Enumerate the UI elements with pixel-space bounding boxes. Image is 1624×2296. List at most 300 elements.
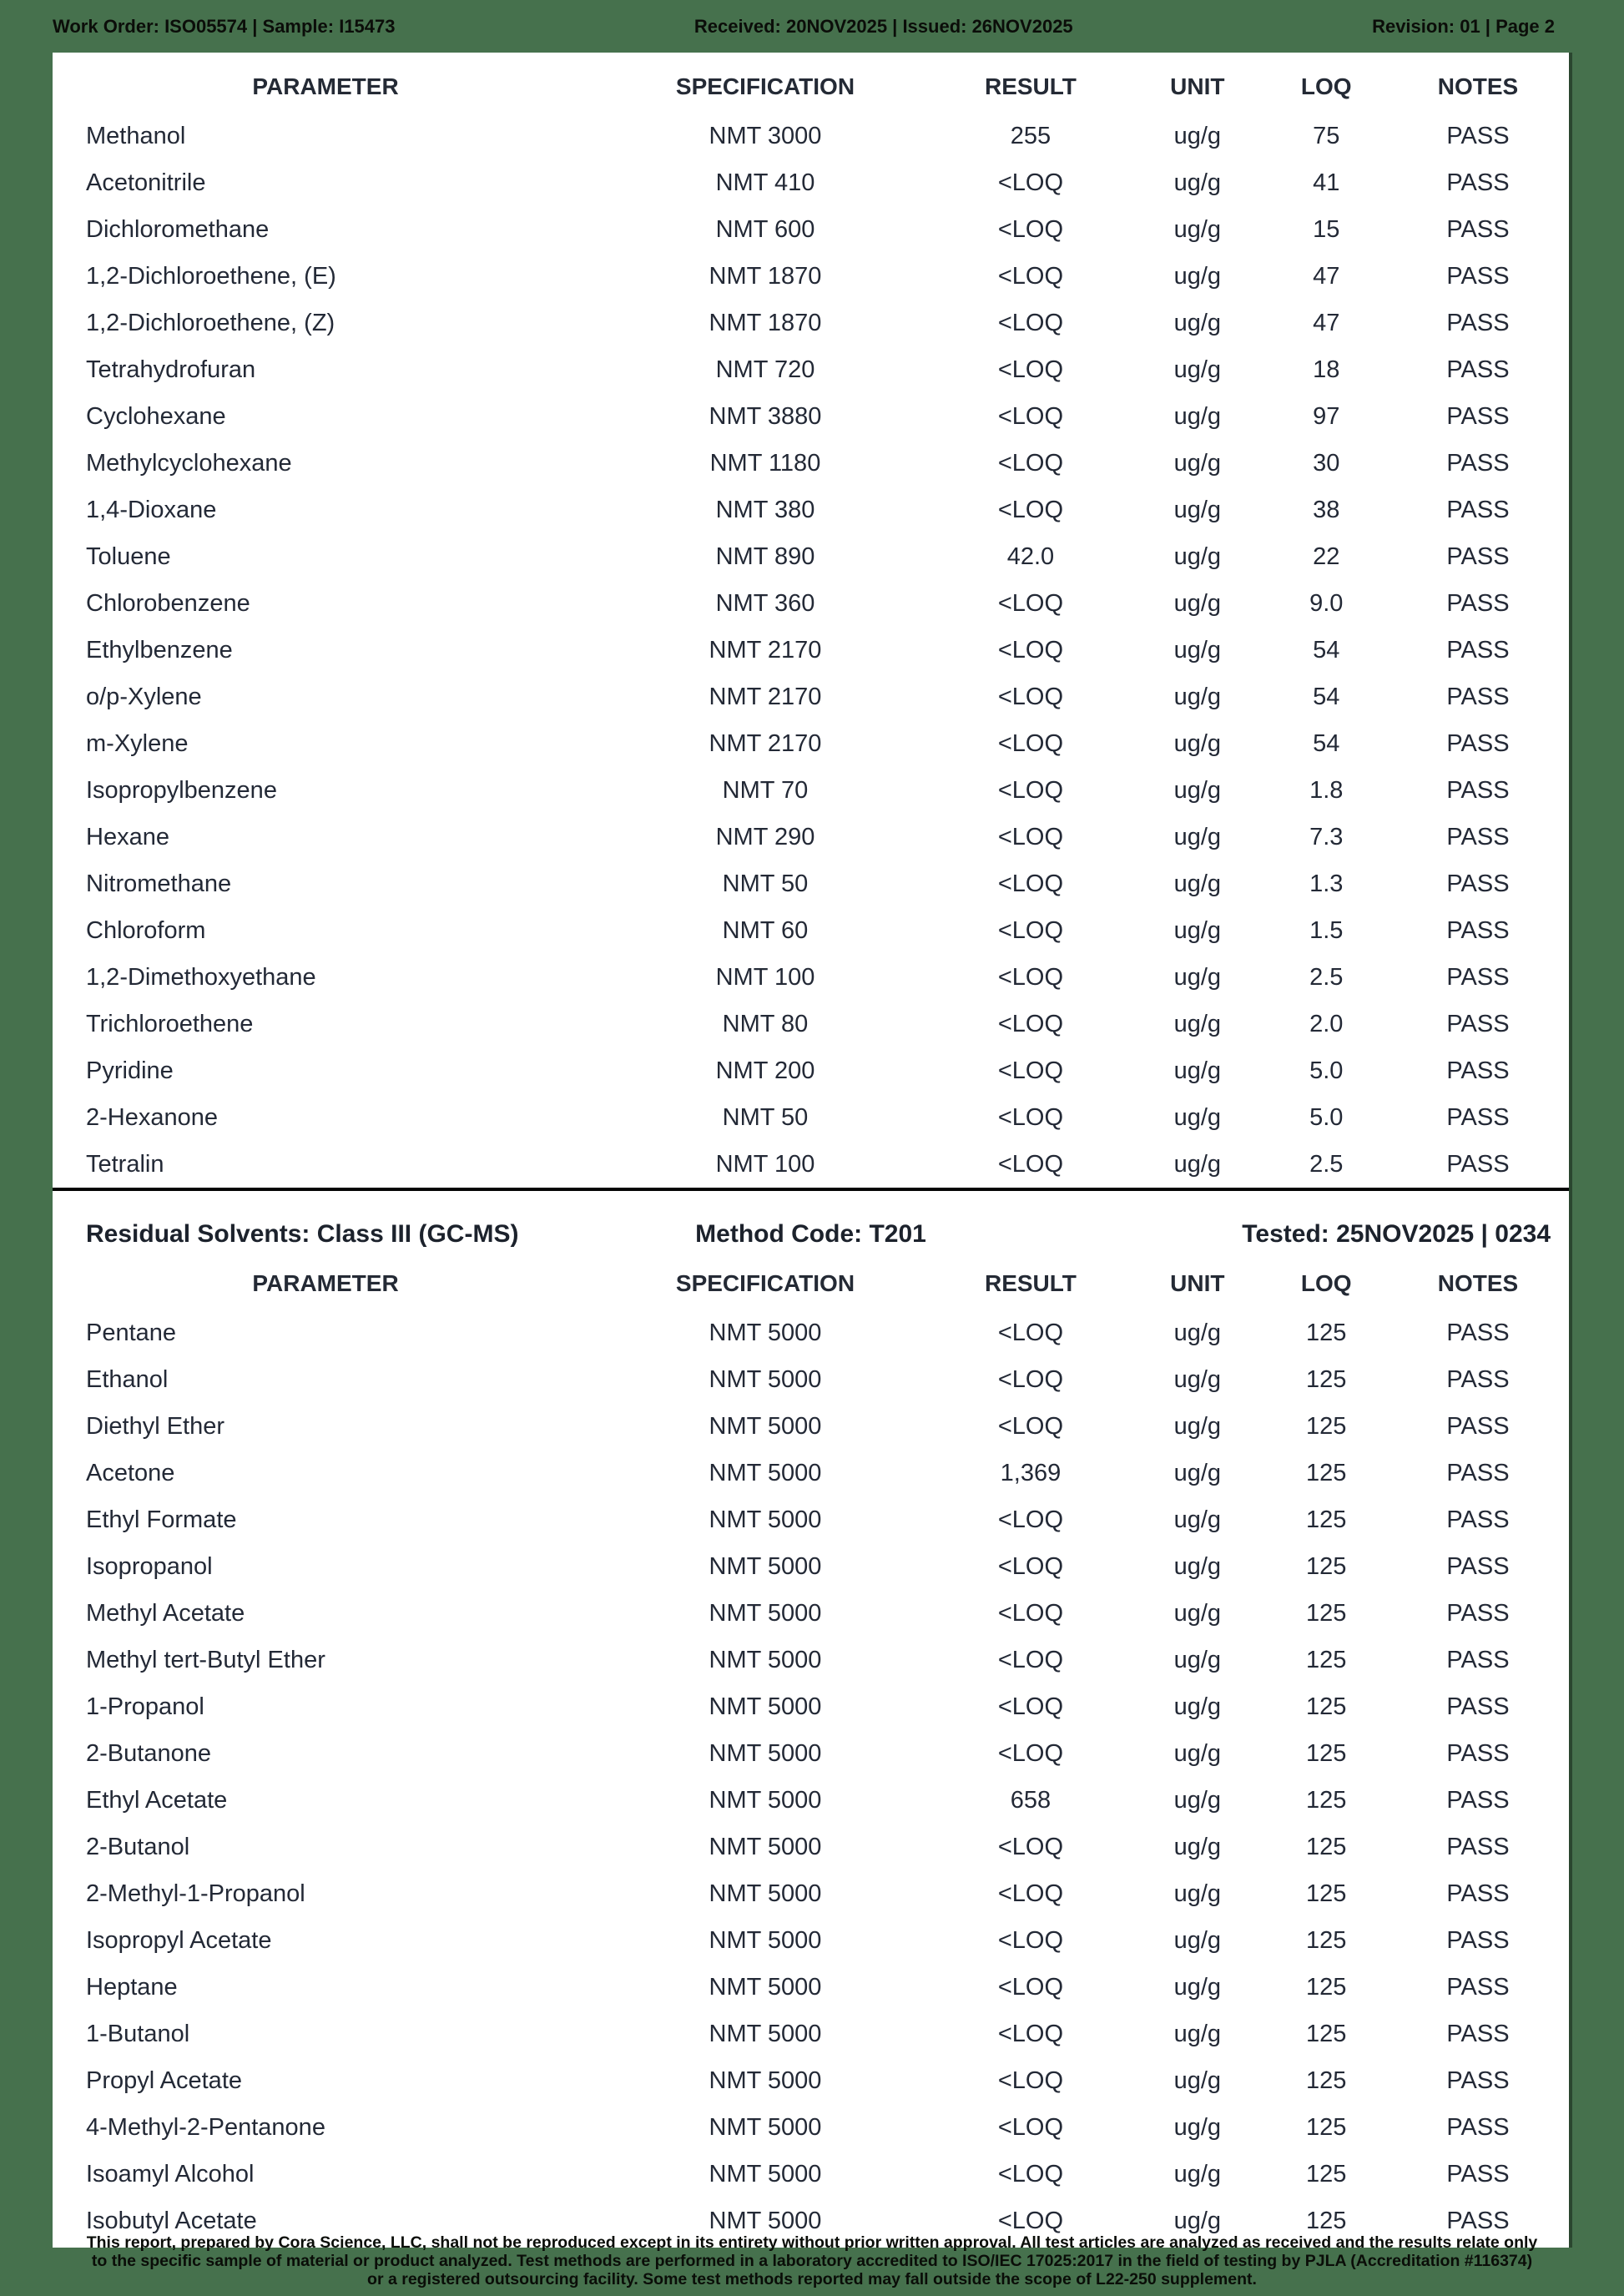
- column-header-loq: LOQ: [1300, 1270, 1352, 1296]
- cell-notes: PASS: [1446, 2160, 1510, 2188]
- column-header-unit: UNIT: [1170, 73, 1225, 99]
- cell-unit: ug/g: [1173, 1833, 1222, 1860]
- cell-specification: NMT 360: [715, 589, 815, 617]
- cell-unit: ug/g: [1173, 1599, 1222, 1627]
- table-row: [53, 907, 1569, 954]
- cell-parameter: Propyl Acetate: [86, 2066, 242, 2094]
- column-header-notes: NOTES: [1437, 1270, 1519, 1296]
- cell-unit: ug/g: [1173, 1412, 1222, 1440]
- table-row: [53, 533, 1569, 580]
- table-row: [53, 1637, 1569, 1683]
- cell-result: <LOQ: [997, 1319, 1064, 1346]
- table-row: [53, 113, 1569, 159]
- cell-specification: NMT 5000: [709, 2066, 822, 2094]
- table-row: [53, 1496, 1569, 1543]
- cell-result: <LOQ: [997, 1057, 1064, 1084]
- cell-unit: ug/g: [1173, 1459, 1222, 1486]
- cell-specification: NMT 5000: [709, 1739, 822, 1767]
- cell-notes: PASS: [1446, 1739, 1510, 1767]
- cell-loq: 2.0: [1309, 1010, 1344, 1037]
- cell-result: <LOQ: [997, 1599, 1064, 1627]
- cell-loq: 75: [1313, 122, 1340, 149]
- cell-notes: PASS: [1446, 1599, 1510, 1627]
- cell-loq: 9.0: [1309, 589, 1344, 617]
- cell-parameter: 2-Butanone: [86, 1739, 211, 1767]
- cell-parameter: 1,2-Dichloroethene, (E): [86, 262, 336, 290]
- cell-loq: 125: [1306, 1552, 1347, 1580]
- cell-specification: NMT 5000: [709, 2020, 822, 2047]
- cell-specification: NMT 60: [722, 916, 809, 944]
- cell-loq: 18: [1313, 356, 1340, 383]
- cell-result: <LOQ: [997, 823, 1064, 850]
- cell-notes: PASS: [1446, 1833, 1510, 1860]
- cell-unit: ug/g: [1173, 1693, 1222, 1720]
- table-1-header-row: [53, 61, 1569, 113]
- cell-result: <LOQ: [997, 1926, 1064, 1954]
- cell-result: <LOQ: [997, 963, 1064, 991]
- cell-parameter: Isopropylbenzene: [86, 776, 277, 804]
- cell-unit: ug/g: [1173, 2113, 1222, 2141]
- cell-specification: NMT 890: [715, 542, 815, 570]
- table-row: [53, 767, 1569, 814]
- residual-solvents-table-1: [53, 53, 1569, 1188]
- cell-result: <LOQ: [997, 916, 1064, 944]
- cell-specification: NMT 5000: [709, 1319, 822, 1346]
- cell-specification: NMT 5000: [709, 1646, 822, 1673]
- cell-notes: PASS: [1446, 870, 1510, 897]
- cell-notes: PASS: [1446, 729, 1510, 757]
- cell-specification: NMT 80: [722, 1010, 809, 1037]
- cell-parameter: 4-Methyl-2-Pentanone: [86, 2113, 325, 2141]
- tested-date: Tested: 25NOV2025 | 0234: [1242, 1220, 1551, 1248]
- table-row: [53, 206, 1569, 253]
- cell-loq: 7.3: [1309, 823, 1344, 850]
- cell-specification: NMT 5000: [709, 2113, 822, 2141]
- method-code: Method Code: T201: [695, 1220, 926, 1248]
- cell-loq: 125: [1306, 1880, 1347, 1907]
- cell-loq: 41: [1313, 169, 1340, 196]
- column-header-notes: NOTES: [1437, 73, 1519, 99]
- cell-notes: PASS: [1446, 1057, 1510, 1084]
- cell-unit: ug/g: [1173, 636, 1222, 664]
- cell-notes: PASS: [1446, 496, 1510, 523]
- cell-notes: PASS: [1446, 402, 1510, 430]
- cell-specification: NMT 5000: [709, 1552, 822, 1580]
- cell-result: <LOQ: [997, 449, 1064, 477]
- column-header-specification: SPECIFICATION: [675, 73, 855, 99]
- cell-parameter: Ethylbenzene: [86, 636, 233, 664]
- cell-unit: ug/g: [1173, 122, 1222, 149]
- column-header-specification: SPECIFICATION: [675, 1270, 855, 1296]
- cell-notes: PASS: [1446, 589, 1510, 617]
- footer-line-1: This report, prepared by Cora Science, LLC, shall not be reproduced except in its entirety without prior written approval. All test articles are analyzed as received and the results relate only: [86, 2233, 1538, 2252]
- cell-loq: 125: [1306, 1412, 1347, 1440]
- cell-result: <LOQ: [997, 1552, 1064, 1580]
- table-row: [53, 440, 1569, 487]
- table-row: [53, 1683, 1569, 1730]
- work-order-sample: Work Order: ISO05574 | Sample: I15473: [53, 15, 396, 37]
- cell-parameter: Ethanol: [86, 1365, 169, 1393]
- table-2-rows: [53, 1309, 1569, 2244]
- table-row: [53, 1870, 1569, 1917]
- cell-notes: PASS: [1446, 2066, 1510, 2094]
- cell-result: <LOQ: [997, 496, 1064, 523]
- cell-notes: PASS: [1446, 2207, 1510, 2234]
- cell-specification: NMT 410: [715, 169, 815, 196]
- cell-specification: NMT 380: [715, 496, 815, 523]
- table-row: [53, 1543, 1569, 1590]
- table-row: [53, 1403, 1569, 1450]
- cell-specification: NMT 5000: [709, 1693, 822, 1720]
- cell-unit: ug/g: [1173, 215, 1222, 243]
- section-divider-rule: [53, 1188, 1569, 1191]
- cell-result: 42.0: [1006, 542, 1055, 570]
- cell-parameter: Chlorobenzene: [86, 589, 250, 617]
- footer-line-2: to the specific sample of material or product analyzed. Test methods are performed in a laboratory accredited to ISO/IEC 17025:2017 in the field of testing by PJLA (Accreditation #116374): [91, 2252, 1533, 2270]
- cell-parameter: Tetrahydrofuran: [86, 356, 256, 383]
- cell-unit: ug/g: [1173, 1506, 1222, 1533]
- cell-unit: ug/g: [1173, 729, 1222, 757]
- cell-parameter: Heptane: [86, 1973, 178, 2001]
- cell-notes: PASS: [1446, 169, 1510, 196]
- cell-unit: ug/g: [1173, 169, 1222, 196]
- cell-notes: PASS: [1446, 1365, 1510, 1393]
- cell-unit: ug/g: [1173, 1646, 1222, 1673]
- cell-specification: NMT 5000: [709, 2160, 822, 2188]
- cell-result: <LOQ: [997, 169, 1064, 196]
- cell-loq: 125: [1306, 1506, 1347, 1533]
- table-row: [53, 1450, 1569, 1496]
- cell-parameter: Isobutyl Acetate: [86, 2207, 257, 2234]
- cell-specification: NMT 5000: [709, 1412, 822, 1440]
- table-row: [53, 1141, 1569, 1188]
- cell-loq: 125: [1306, 2207, 1347, 2234]
- cell-unit: ug/g: [1173, 1973, 1222, 2001]
- cell-notes: PASS: [1446, 963, 1510, 991]
- cell-specification: NMT 1870: [709, 309, 822, 336]
- cell-parameter: Tetralin: [86, 1150, 164, 1178]
- cell-unit: ug/g: [1173, 1057, 1222, 1084]
- cell-parameter: Ethyl Formate: [86, 1506, 237, 1533]
- table-row: [53, 1777, 1569, 1824]
- cell-result: <LOQ: [997, 729, 1064, 757]
- cell-notes: PASS: [1446, 683, 1510, 710]
- cell-unit: ug/g: [1173, 2066, 1222, 2094]
- table-row: [53, 674, 1569, 720]
- table-row: [53, 1730, 1569, 1777]
- cell-parameter: Ethyl Acetate: [86, 1786, 228, 1814]
- cell-specification: NMT 70: [722, 776, 809, 804]
- cell-loq: 38: [1313, 496, 1340, 523]
- cell-result: <LOQ: [997, 1150, 1064, 1178]
- cell-loq: 5.0: [1309, 1057, 1344, 1084]
- cell-parameter: m-Xylene: [86, 729, 189, 757]
- cell-notes: PASS: [1446, 122, 1510, 149]
- cell-unit: ug/g: [1173, 2207, 1222, 2234]
- cell-notes: PASS: [1446, 2113, 1510, 2141]
- table-row: [53, 1964, 1569, 2011]
- cell-loq: 125: [1306, 2160, 1347, 2188]
- cell-notes: PASS: [1446, 215, 1510, 243]
- cell-result: <LOQ: [997, 1973, 1064, 2001]
- cell-unit: ug/g: [1173, 1880, 1222, 1907]
- cell-unit: ug/g: [1173, 2020, 1222, 2047]
- cell-unit: ug/g: [1173, 356, 1222, 383]
- cell-result: 255: [1010, 122, 1052, 149]
- cell-loq: 125: [1306, 1926, 1347, 1954]
- table-row: [53, 2104, 1569, 2151]
- cell-notes: PASS: [1446, 1786, 1510, 1814]
- cell-result: 1,369: [1000, 1459, 1062, 1486]
- cell-unit: ug/g: [1173, 449, 1222, 477]
- cell-result: <LOQ: [997, 309, 1064, 336]
- cell-specification: NMT 290: [715, 823, 815, 850]
- top-bar: [53, 0, 1555, 53]
- cell-parameter: Nitromethane: [86, 870, 232, 897]
- cell-result: <LOQ: [997, 1693, 1064, 1720]
- cell-loq: 1.5: [1309, 916, 1344, 944]
- received-issued: Received: 20NOV2025 | Issued: 26NOV2025: [693, 15, 1073, 37]
- cell-loq: 125: [1306, 1973, 1347, 2001]
- cell-notes: PASS: [1446, 1973, 1510, 2001]
- cell-specification: NMT 2170: [709, 729, 822, 757]
- cell-notes: PASS: [1446, 1319, 1510, 1346]
- content-sheet: [53, 53, 1569, 2248]
- cell-parameter: Acetone: [86, 1459, 175, 1486]
- cell-notes: PASS: [1446, 262, 1510, 290]
- cell-result: <LOQ: [997, 1739, 1064, 1767]
- cell-specification: NMT 5000: [709, 1365, 822, 1393]
- cell-unit: ug/g: [1173, 823, 1222, 850]
- cell-result: <LOQ: [997, 215, 1064, 243]
- cell-loq: 47: [1313, 262, 1340, 290]
- table-row: [53, 300, 1569, 346]
- cell-parameter: Trichloroethene: [86, 1010, 254, 1037]
- cell-notes: PASS: [1446, 542, 1510, 570]
- table-row: [53, 1356, 1569, 1403]
- cell-notes: PASS: [1446, 1150, 1510, 1178]
- cell-parameter: 1-Butanol: [86, 2020, 190, 2047]
- cell-result: <LOQ: [997, 2020, 1064, 2047]
- cell-parameter: 2-Hexanone: [86, 1103, 218, 1131]
- table-row: [53, 2011, 1569, 2057]
- column-header-result: RESULT: [984, 1270, 1077, 1296]
- cell-unit: ug/g: [1173, 1150, 1222, 1178]
- cell-specification: NMT 3000: [709, 122, 822, 149]
- table-row: [53, 1824, 1569, 1870]
- residual-solvents-table-2: [53, 1258, 1569, 2244]
- report-footer-disclaimer: [0, 2233, 1624, 2288]
- cell-loq: 15: [1313, 215, 1340, 243]
- cell-notes: PASS: [1446, 1693, 1510, 1720]
- cell-result: <LOQ: [997, 589, 1064, 617]
- cell-loq: 2.5: [1309, 963, 1344, 991]
- cell-loq: 125: [1306, 1365, 1347, 1393]
- cell-notes: PASS: [1446, 449, 1510, 477]
- cell-parameter: Methyl tert-Butyl Ether: [86, 1646, 325, 1673]
- table-row: [53, 487, 1569, 533]
- table-row: [53, 1590, 1569, 1637]
- cell-loq: 2.5: [1309, 1150, 1344, 1178]
- cell-specification: NMT 2170: [709, 636, 822, 664]
- cell-result: <LOQ: [997, 776, 1064, 804]
- table-row: [53, 159, 1569, 206]
- cell-parameter: Pyridine: [86, 1057, 174, 1084]
- cell-result: <LOQ: [997, 356, 1064, 383]
- table-row: [53, 860, 1569, 907]
- cell-loq: 54: [1313, 683, 1340, 710]
- cell-unit: ug/g: [1173, 309, 1222, 336]
- cell-unit: ug/g: [1173, 1010, 1222, 1037]
- cell-result: <LOQ: [997, 402, 1064, 430]
- cell-loq: 125: [1306, 2066, 1347, 2094]
- table-row: [53, 2057, 1569, 2104]
- cell-parameter: 1-Propanol: [86, 1693, 204, 1720]
- cell-specification: NMT 200: [715, 1057, 815, 1084]
- cell-notes: PASS: [1446, 776, 1510, 804]
- column-header-parameter: PARAMETER: [252, 1270, 399, 1296]
- cell-loq: 125: [1306, 2020, 1347, 2047]
- cell-unit: ug/g: [1173, 1103, 1222, 1131]
- column-header-parameter: PARAMETER: [252, 73, 399, 99]
- section-title: Residual Solvents: Class III (GC-MS): [86, 1220, 519, 1248]
- cell-unit: ug/g: [1173, 496, 1222, 523]
- cell-notes: PASS: [1446, 1552, 1510, 1580]
- cell-parameter: Isoamyl Alcohol: [86, 2160, 255, 2188]
- table-row: [53, 954, 1569, 1001]
- cell-unit: ug/g: [1173, 870, 1222, 897]
- column-header-result: RESULT: [984, 73, 1077, 99]
- cell-loq: 125: [1306, 1599, 1347, 1627]
- cell-specification: NMT 5000: [709, 1926, 822, 1954]
- cell-notes: PASS: [1446, 1880, 1510, 1907]
- cell-loq: 1.3: [1309, 870, 1344, 897]
- cell-unit: ug/g: [1173, 1552, 1222, 1580]
- cell-loq: 125: [1306, 1646, 1347, 1673]
- cell-specification: NMT 2170: [709, 683, 822, 710]
- cell-notes: PASS: [1446, 1459, 1510, 1486]
- cell-parameter: 1,2-Dichloroethene, (Z): [86, 309, 335, 336]
- cell-unit: ug/g: [1173, 1739, 1222, 1767]
- cell-specification: NMT 1870: [709, 262, 822, 290]
- cell-parameter: Methylcyclohexane: [86, 449, 292, 477]
- table-row: [53, 1094, 1569, 1141]
- cell-loq: 125: [1306, 1319, 1347, 1346]
- cell-specification: NMT 100: [715, 1150, 815, 1178]
- cell-notes: PASS: [1446, 1010, 1510, 1037]
- cell-parameter: Chloroform: [86, 916, 206, 944]
- column-header-unit: UNIT: [1170, 1270, 1225, 1296]
- cell-specification: NMT 50: [722, 870, 809, 897]
- cell-unit: ug/g: [1173, 2160, 1222, 2188]
- cell-specification: NMT 3880: [709, 402, 822, 430]
- cell-parameter: Methyl Acetate: [86, 1599, 245, 1627]
- cell-parameter: Methanol: [86, 122, 186, 149]
- cell-unit: ug/g: [1173, 1786, 1222, 1814]
- cell-loq: 97: [1313, 402, 1340, 430]
- footer-line-3: or a registered outsourcing facility. Some test methods reported may fall outside the scope of L22-250 supplement.: [367, 2270, 1257, 2288]
- cell-unit: ug/g: [1173, 916, 1222, 944]
- cell-result: 658: [1010, 1786, 1052, 1814]
- cell-parameter: Toluene: [86, 542, 171, 570]
- cell-result: <LOQ: [997, 2160, 1064, 2188]
- cell-unit: ug/g: [1173, 1926, 1222, 1954]
- cell-notes: PASS: [1446, 2020, 1510, 2047]
- cell-unit: ug/g: [1173, 1365, 1222, 1393]
- cell-notes: PASS: [1446, 1412, 1510, 1440]
- cell-loq: 125: [1306, 1739, 1347, 1767]
- cell-result: <LOQ: [997, 870, 1064, 897]
- cell-notes: PASS: [1446, 309, 1510, 336]
- cell-specification: NMT 5000: [709, 1459, 822, 1486]
- cell-result: <LOQ: [997, 1646, 1064, 1673]
- cell-result: <LOQ: [997, 262, 1064, 290]
- cell-parameter: Diethyl Ether: [86, 1412, 225, 1440]
- cell-notes: PASS: [1446, 1646, 1510, 1673]
- cell-result: <LOQ: [997, 1833, 1064, 1860]
- table-1-rows: [53, 113, 1569, 1188]
- cell-specification: NMT 5000: [709, 1833, 822, 1860]
- cell-loq: 54: [1313, 636, 1340, 664]
- cell-specification: NMT 5000: [709, 1973, 822, 2001]
- cell-result: <LOQ: [997, 1412, 1064, 1440]
- cell-unit: ug/g: [1173, 262, 1222, 290]
- cell-notes: PASS: [1446, 1926, 1510, 1954]
- cell-notes: PASS: [1446, 1103, 1510, 1131]
- cell-loq: 1.8: [1309, 776, 1344, 804]
- cell-loq: 5.0: [1309, 1103, 1344, 1131]
- table-row: [53, 627, 1569, 674]
- cell-parameter: Pentane: [86, 1319, 177, 1346]
- cell-parameter: Hexane: [86, 823, 169, 850]
- cell-notes: PASS: [1446, 636, 1510, 664]
- cell-result: <LOQ: [997, 1365, 1064, 1393]
- cell-parameter: 2-Butanol: [86, 1833, 190, 1860]
- cell-unit: ug/g: [1173, 963, 1222, 991]
- cell-loq: 30: [1313, 449, 1340, 477]
- cell-loq: 125: [1306, 1833, 1347, 1860]
- cell-parameter: 1,2-Dimethoxyethane: [86, 963, 316, 991]
- table-row: [53, 1309, 1569, 1356]
- cell-parameter: Isopropanol: [86, 1552, 213, 1580]
- cell-loq: 22: [1313, 542, 1340, 570]
- table-row: [53, 1917, 1569, 1964]
- cell-unit: ug/g: [1173, 589, 1222, 617]
- cell-parameter: Dichloromethane: [86, 215, 270, 243]
- cell-loq: 125: [1306, 2113, 1347, 2141]
- cell-specification: NMT 600: [715, 215, 815, 243]
- section-header-class-3: [53, 1211, 1569, 1258]
- cell-unit: ug/g: [1173, 402, 1222, 430]
- cell-result: <LOQ: [997, 1103, 1064, 1131]
- cell-specification: NMT 5000: [709, 1880, 822, 1907]
- cell-specification: NMT 1180: [709, 449, 821, 477]
- column-header-loq: LOQ: [1300, 73, 1352, 99]
- table-row: [53, 1047, 1569, 1094]
- cell-result: <LOQ: [997, 1010, 1064, 1037]
- table-row: [53, 346, 1569, 393]
- cell-result: <LOQ: [997, 2113, 1064, 2141]
- cell-loq: 54: [1313, 729, 1340, 757]
- cell-specification: NMT 100: [715, 963, 815, 991]
- cell-unit: ug/g: [1173, 542, 1222, 570]
- table-row: [53, 253, 1569, 300]
- cell-notes: PASS: [1446, 823, 1510, 850]
- cell-specification: NMT 5000: [709, 1599, 822, 1627]
- cell-parameter: o/p-Xylene: [86, 683, 202, 710]
- cell-result: <LOQ: [997, 1506, 1064, 1533]
- cell-notes: PASS: [1446, 916, 1510, 944]
